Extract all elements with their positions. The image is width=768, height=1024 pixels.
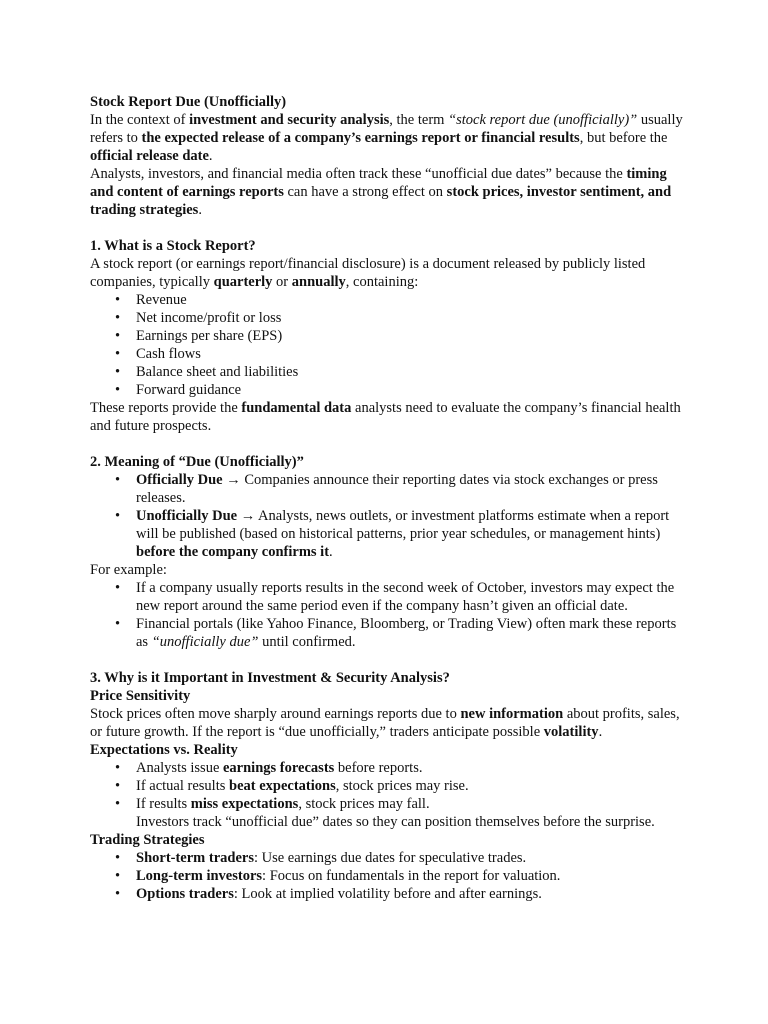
list-item: • Forward guidance [136, 381, 690, 399]
section-1-lead: A stock report (or earnings report/financial disclosure) is a document released by publicly listed companies, typically quarterly or annually, containing: [90, 256, 646, 290]
list-item: • Unofficially Due → Analysts, news outlets, or investment platforms estimate when a report will be published (based on historical patterns, prior year schedules, or management hints) before the company confirms it. [136, 507, 690, 561]
due-meaning-list [90, 471, 690, 561]
list-item: • Earnings per share (EPS) [136, 327, 690, 345]
section-3-heading: 3. Why is it Important in Investment & Security Analysis? [90, 670, 450, 686]
list-item: • Officially Due → Companies announce their reporting dates via stock exchanges or press releases. [136, 471, 690, 507]
expectations-note: Investors track “unofficial due” dates so they can position themselves before the surprise. [136, 814, 655, 830]
list-item: • Options traders: Look at implied volatility before and after earnings. [136, 885, 690, 903]
list-item: • Net income/profit or loss [136, 309, 690, 327]
section-1-heading: 1. What is a Stock Report? [90, 238, 256, 254]
expectations-list [90, 759, 690, 813]
list-item: • Short-term traders: Use earnings due dates for speculative trades. [136, 849, 690, 867]
examples-list [90, 579, 690, 651]
list-item: • Balance sheet and liabilities [136, 363, 690, 381]
section-1-outro: These reports provide the fundamental data analysts need to evaluate the company’s financial health and future prospects. [90, 400, 681, 434]
list-item: • If actual results beat expectations, stock prices may rise. [136, 777, 690, 795]
trading-strategies-heading: Trading Strategies [90, 832, 205, 848]
document-title: Stock Report Due (Unofficially) [90, 94, 287, 110]
price-sensitivity-text: Stock prices often move sharply around earnings reports due to new information about profits, sales, or future growth. If the report is “due unofficially,” traders anticipate possible volatility. [90, 706, 680, 740]
list-item: • If results miss expectations, stock prices may fall. [136, 795, 690, 813]
list-item: • Financial portals (like Yahoo Finance, Bloomberg, or Trading View) often mark these reports as “unofficially due” until confirmed. [136, 615, 690, 651]
list-item: • Long-term investors: Focus on fundamentals in the report for valuation. [136, 867, 690, 885]
list-item: • Analysts issue earnings forecasts before reports. [136, 759, 690, 777]
list-item: • Revenue [136, 291, 690, 309]
report-contents-list [90, 291, 690, 399]
intro-paragraph-2: Analysts, investors, and financial media often track these “unofficial due dates” because the timing and content of earnings reports can have a strong effect on stock prices, investor sentiment, and trading strategies. [90, 166, 672, 218]
intro-paragraph: In the context of investment and security analysis, the term “stock report due (unofficially)” usually refers to the expected release of a company’s earnings report or financial results, but before the official release date. [90, 112, 683, 164]
expectations-heading: Expectations vs. Reality [90, 742, 238, 758]
list-item: • If a company usually reports results in the second week of October, investors may expect the new report around the same period even if the company hasn’t given an official date. [136, 579, 690, 615]
list-item: • Cash flows [136, 345, 690, 363]
document-page [90, 93, 690, 903]
section-2-heading: 2. Meaning of “Due (Unofficially)” [90, 454, 304, 470]
example-label: For example: [90, 562, 167, 578]
price-sensitivity-heading: Price Sensitivity [90, 688, 191, 704]
trading-strategies-list [90, 849, 690, 903]
